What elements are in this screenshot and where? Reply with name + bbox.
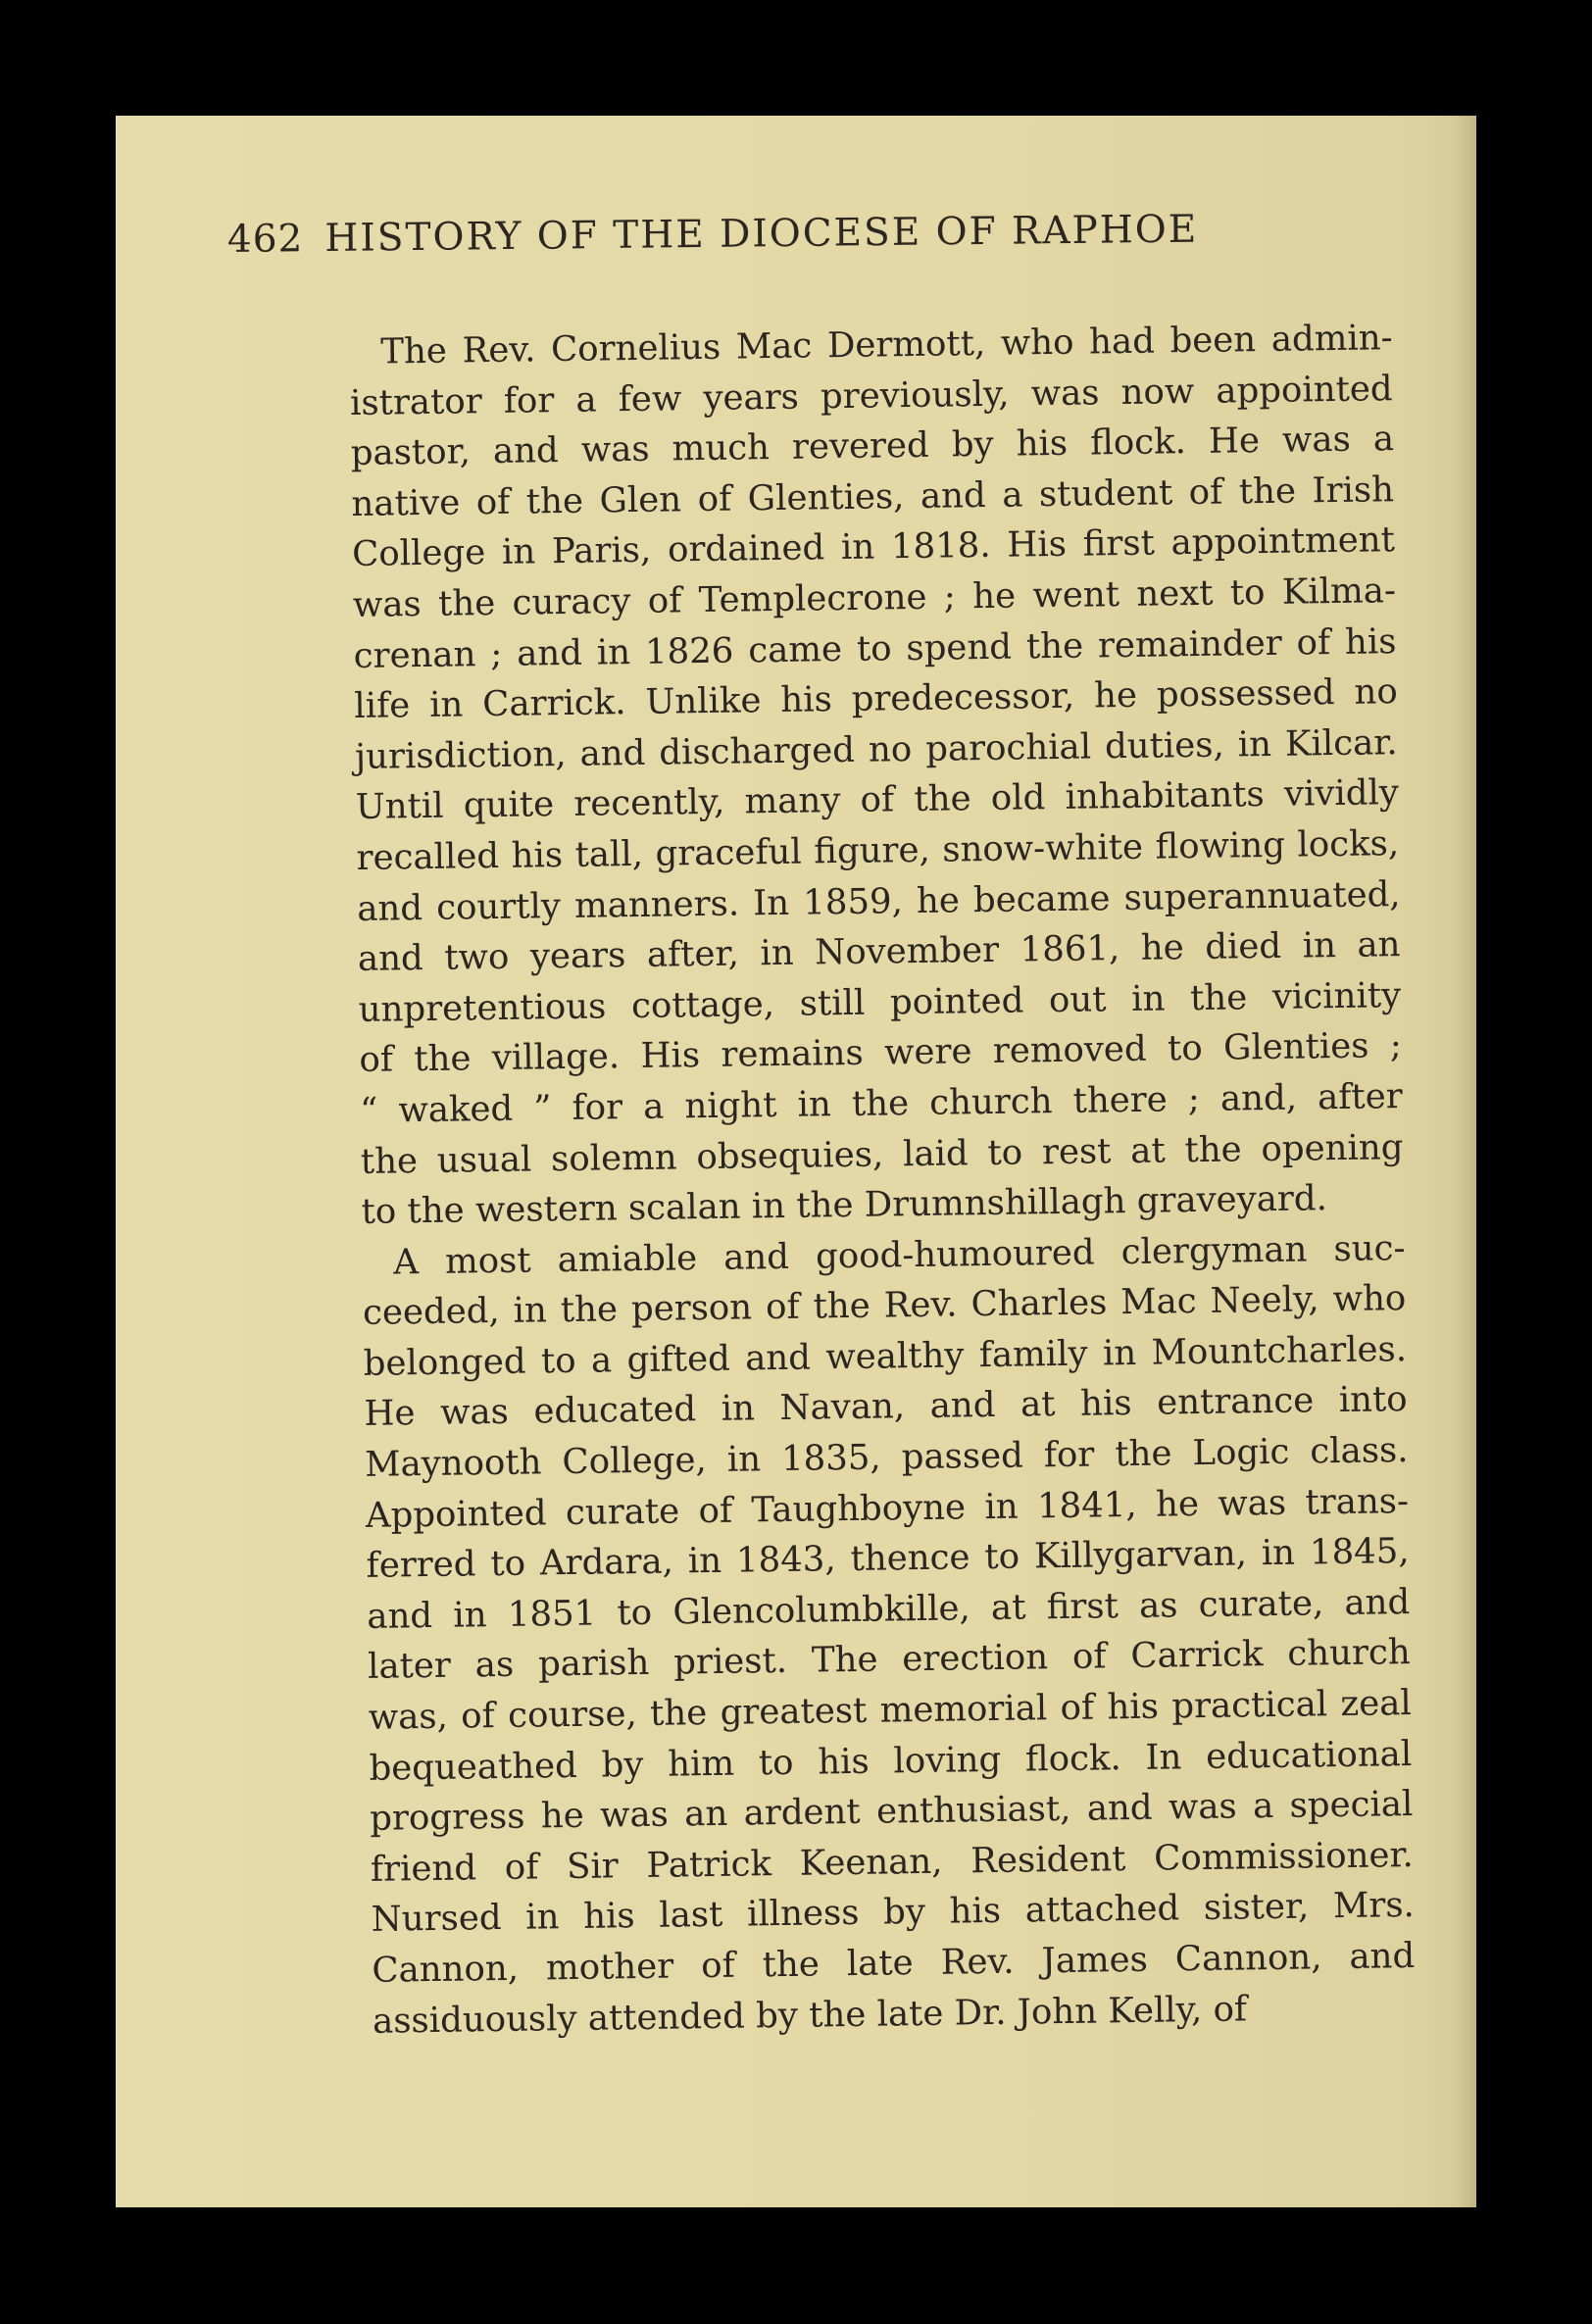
text-line: and two years after, in November 1861, he died in an [357, 924, 1401, 980]
text-line: istrator for a few years previously, was now appointed [349, 368, 1393, 423]
page-number: 462 [226, 217, 304, 262]
text-line: friend of Sir Patrick Keenan, Resident Commissioner. [370, 1834, 1415, 1890]
text-line: the usual solemn obsequies, laid to rest at the opening [360, 1126, 1404, 1182]
text-line: crenan ; and in 1826 came to spend the remainder of his [353, 620, 1397, 676]
page-edge-shadow [1455, 116, 1476, 2207]
text-line: The Rev. Cornelius Mac Dermott, who had been admin- [380, 318, 1393, 372]
text-line: ceeded, in the person of the Rev. Charles Mac Neely, who [362, 1278, 1407, 1334]
text-line: life in Carrick. Unlike his predecessor, he possessed no [354, 671, 1398, 727]
text-line: A most amiable and good-humoured clergyman suc- [393, 1227, 1406, 1283]
running-head [227, 206, 1385, 280]
text-line: and courtly manners. In 1859, he became superannuated, [356, 873, 1401, 929]
text-line: Cannon, mother of the late Rev. James Cannon, and [372, 1935, 1416, 1991]
text-line: Appointed curate of Taughboyne in 1841, he was trans- [365, 1480, 1410, 1536]
paragraph-2 [362, 1223, 1416, 2047]
text-line: ferred to Ardara, in 1843, thence to Killygarvan, in 1845, [366, 1531, 1410, 1587]
text-line: belonged to a gifted and wealthy family in Mountcharles. [363, 1328, 1408, 1384]
body-text [349, 313, 1416, 2047]
text-line: He was educated in Navan, and at his entrance into [364, 1379, 1408, 1435]
text-line: of the village. His remains were removed to Glenties ; [359, 1025, 1403, 1081]
text-line: College in Paris, ordained in 1818. His first appointment [351, 519, 1396, 575]
text-line: assiduously attended by the late Dr. John Kelly, of [372, 1988, 1248, 2042]
text-line: Maynooth College, in 1835, passed for the Logic class. [364, 1430, 1409, 1485]
running-title: HISTORY OF THE DIOCESE OF RAPHOE [324, 207, 1199, 261]
text-line: bequeathed by him to his loving flock. In educational [369, 1733, 1413, 1789]
text-line: recalled his tall, graceful figure, snow-white flowing locks, [356, 823, 1400, 878]
text-line: to the western scalan in the Drumnshillagh graveyard. [361, 1178, 1328, 1233]
text-line: jurisdiction, and discharged no parochial duties, in Kilcar. [354, 721, 1398, 777]
text-line: Until quite recently, many of the old inhabitants vividly [355, 772, 1400, 828]
text-line: unpretentious cottage, still pointed out in the vicinity [358, 974, 1402, 1030]
text-line: progress he was an ardent enthusiast, and was a special [369, 1784, 1414, 1840]
text-line: Nursed in his last illness by his attached sister, Mrs. [371, 1885, 1416, 1941]
text-line: later as parish priest. The erection of Carrick church [367, 1632, 1411, 1688]
text-line: was, of course, the greatest memorial of his practical zeal [368, 1683, 1412, 1738]
text-line: “ waked ” for a night in the church there ; and, after [359, 1075, 1403, 1131]
paragraph-1 [349, 313, 1405, 1237]
text-line: pastor, and was much revered by his flock. He was a [350, 419, 1395, 474]
text-line: and in 1851 to Glencolumbkille, at first as curate, and [367, 1581, 1411, 1637]
text-line: was the curacy of Templecrone ; he went next to Kilma- [352, 570, 1397, 625]
text-line: native of the Glen of Glenties, and a student of the Irish [351, 469, 1395, 524]
